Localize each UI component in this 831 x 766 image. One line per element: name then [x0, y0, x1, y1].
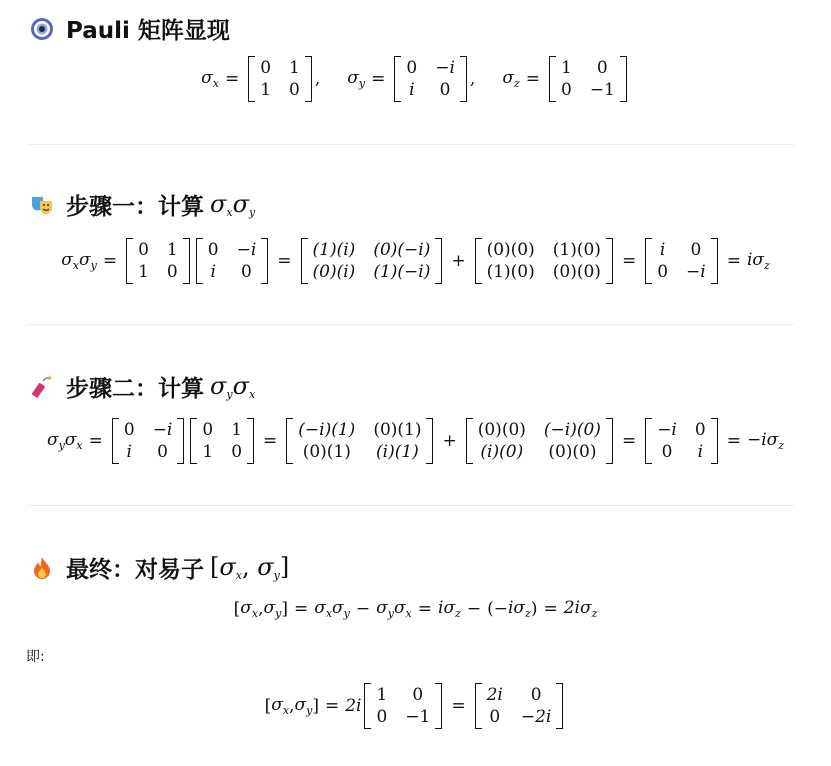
matrix-cell: i [210, 262, 216, 282]
bracket-left [248, 56, 255, 102]
matrix-cell: 0 [138, 240, 149, 260]
matrix-cell: (0)(0) [552, 262, 601, 282]
bracket-right [261, 238, 268, 284]
matrix-sigma-x [190, 418, 254, 464]
matrix-cell: 0 [406, 58, 418, 78]
matrix-cell: (1)(0) [486, 262, 535, 282]
bracket-left [475, 238, 482, 284]
matrix-cell: 0 [202, 420, 214, 440]
bracket-left [196, 238, 203, 284]
bracket-right [305, 56, 312, 102]
matrix-cell: i [409, 80, 415, 100]
theater-masks-icon [30, 193, 54, 217]
bracket-right [556, 683, 563, 729]
matrix-product-terms-2 [475, 238, 613, 284]
bracket-left [190, 418, 197, 464]
matrix-sigma-x [126, 238, 190, 284]
bracket-right [183, 238, 190, 284]
final-heading-text: 最终：对易子 [66, 557, 204, 583]
matrix-sigma-z [549, 56, 627, 102]
bracket-right [247, 418, 254, 464]
matrix-cell: 0 [489, 707, 501, 727]
matrix-sigma-y [196, 238, 269, 284]
bracket-right [711, 418, 718, 464]
divider [26, 505, 794, 506]
pauli-definitions: $\sigma_x$ = 0 1 1 0 , $\sigma_y$ = 0 −i i 0 , $\sigma_z$ = 1 0 0 −1 [0, 56, 831, 102]
matrix-cell: 0 [376, 707, 388, 727]
matrix-cell: 1 [202, 442, 214, 462]
matrix-cell: (0)(0) [477, 420, 526, 440]
matrix-cell: −i [435, 58, 455, 78]
matrix-cell: 0 [289, 80, 300, 100]
eye-amulet-icon [30, 17, 54, 41]
matrix-cell: i [659, 240, 666, 260]
firecracker-icon [30, 375, 54, 399]
matrix-cell: 0 [231, 442, 243, 462]
matrix-cell: (0)(1) [373, 420, 422, 440]
bracket-left [475, 683, 482, 729]
matrix-cell: 0 [530, 685, 542, 705]
matrix-cell: (0)(−i) [373, 240, 431, 260]
matrix-cell: 0 [260, 58, 272, 78]
matrix-cell: 0 [690, 240, 702, 260]
matrix-cell: (0)(i) [312, 262, 356, 282]
bracket-right [606, 238, 613, 284]
matrix-cell: 0 [560, 80, 572, 100]
bracket-left [645, 418, 652, 464]
bracket-left [286, 418, 293, 464]
matrix-cell: (1)(i) [312, 240, 356, 260]
bracket-right [460, 56, 467, 102]
step2-heading: 步骤二：计算 $\sigma_y\sigma_x$ [30, 370, 255, 403]
matrix-cell: 1 [560, 58, 572, 78]
matrix-result [645, 238, 718, 284]
bracket-right [426, 418, 433, 464]
matrix-cell: 0 [166, 262, 178, 282]
matrix-cell: (1)(0) [552, 240, 601, 260]
final-heading: 最终：对易子 [$\sigma_x$, $\sigma_y$] [30, 551, 289, 584]
matrix-cell: 1 [138, 262, 149, 282]
matrix-cell: −i [686, 262, 706, 282]
matrix-cell: −2i [520, 707, 552, 727]
step2-equation: $\sigma_y\sigma_x$ = 0 −i i 0 0 1 1 0 = (−i)(1) (0)(1) (0)(1) (i)(1) + (0)(0) (−i)(0) (i)(0) (0)(0) = −i 0 0 i = $-i\sigma_z$ [46, 420, 785, 462]
matrix-sigma-y [112, 418, 185, 464]
matrix-product-terms-2 [466, 418, 613, 464]
bracket-right [620, 56, 627, 102]
matrix-cell: 0 [207, 240, 219, 260]
divider [26, 144, 794, 145]
matrix-cell: (−i)(0) [543, 420, 601, 440]
bracket-right [435, 683, 442, 729]
bracket-right [177, 418, 184, 464]
matrix-cell: 1 [166, 240, 178, 260]
matrix-cell: 0 [596, 58, 608, 78]
bracket-left [126, 238, 133, 284]
fire-icon [30, 556, 54, 580]
title-text: Pauli 矩阵显现 [66, 18, 230, 44]
bracket-left [549, 56, 556, 102]
bracket-left [466, 418, 473, 464]
commutator-equation: [ $\sigma_x$ , $\sigma_y$ ] = $\sigma_x\sigma_y$ − $\sigma_y\sigma_x$ = $i\sigma_z$ − (− $i\sigma_z$ ) = $2i\sigma_z$ [233, 598, 598, 620]
matrix-cell: 0 [661, 442, 673, 462]
title-heading [30, 12, 230, 45]
matrix-sigma-z [364, 683, 442, 729]
matrix-cell: (i)(0) [480, 442, 524, 462]
matrix-cell: (i)(1) [376, 442, 419, 462]
matrix-cell: (−i)(1) [298, 420, 356, 440]
matrix-cell: i [697, 442, 703, 462]
matrix-final-result [475, 683, 564, 729]
step1-equation: $\sigma_x\sigma_y$ = 0 1 1 0 0 −i i 0 = (1)(i) (0)(−i) (0)(i) (1)(−i) + (0)(0) (1)(0) (1)(0) (0)(0) = i 0 0 −i = $i\sigma_z$ [61, 240, 770, 282]
matrix-cell: 0 [694, 420, 706, 440]
matrix-cell: 0 [157, 442, 168, 462]
matrix-product-terms [286, 418, 433, 464]
bracket-left [112, 418, 119, 464]
matrix-cell: −1 [589, 80, 615, 100]
matrix-result [645, 418, 718, 464]
matrix-cell: −i [657, 420, 677, 440]
matrix-sigma-x [248, 56, 312, 102]
matrix-cell: (0)(0) [486, 240, 535, 260]
matrix-cell: −i [152, 420, 173, 440]
matrix-cell: i [126, 442, 132, 462]
final-matrix-equation: [ $\sigma_x$ , $\sigma_y$ ] = 2i 1 0 0 −1 = 2i 0 0 −2i [0, 683, 831, 729]
matrix-cell: 0 [412, 685, 424, 705]
matrix-cell: 0 [241, 262, 252, 282]
matrix-product-terms [301, 238, 443, 284]
matrix-cell: 0 [123, 420, 135, 440]
bracket-right [711, 238, 718, 284]
step2-heading-text: 步骤二：计算 [66, 376, 204, 402]
matrix-cell: −1 [405, 707, 431, 727]
matrix-cell: 0 [439, 80, 451, 100]
matrix-cell: 2i [486, 685, 503, 705]
note-text: 即: [26, 649, 45, 665]
bracket-left [301, 238, 308, 284]
bracket-right [606, 418, 613, 464]
bracket-left [645, 238, 652, 284]
bracket-left [394, 56, 401, 102]
step1-heading-text: 步骤一：计算 [66, 194, 204, 220]
matrix-cell: 1 [260, 80, 272, 100]
matrix-sigma-y [394, 56, 467, 102]
matrix-cell: 0 [657, 262, 669, 282]
matrix-cell: (0)(1) [302, 442, 351, 462]
bracket-left [364, 683, 371, 729]
step1-heading: 步骤一：计算 $\sigma_x\sigma_y$ [30, 188, 255, 221]
divider [26, 324, 794, 325]
matrix-cell: −i [236, 240, 257, 260]
matrix-cell: 1 [231, 420, 243, 440]
matrix-cell: 1 [289, 58, 300, 78]
matrix-cell: (0)(0) [548, 442, 597, 462]
matrix-cell: 1 [376, 685, 388, 705]
matrix-cell: (1)(−i) [373, 262, 431, 282]
bracket-right [435, 238, 442, 284]
